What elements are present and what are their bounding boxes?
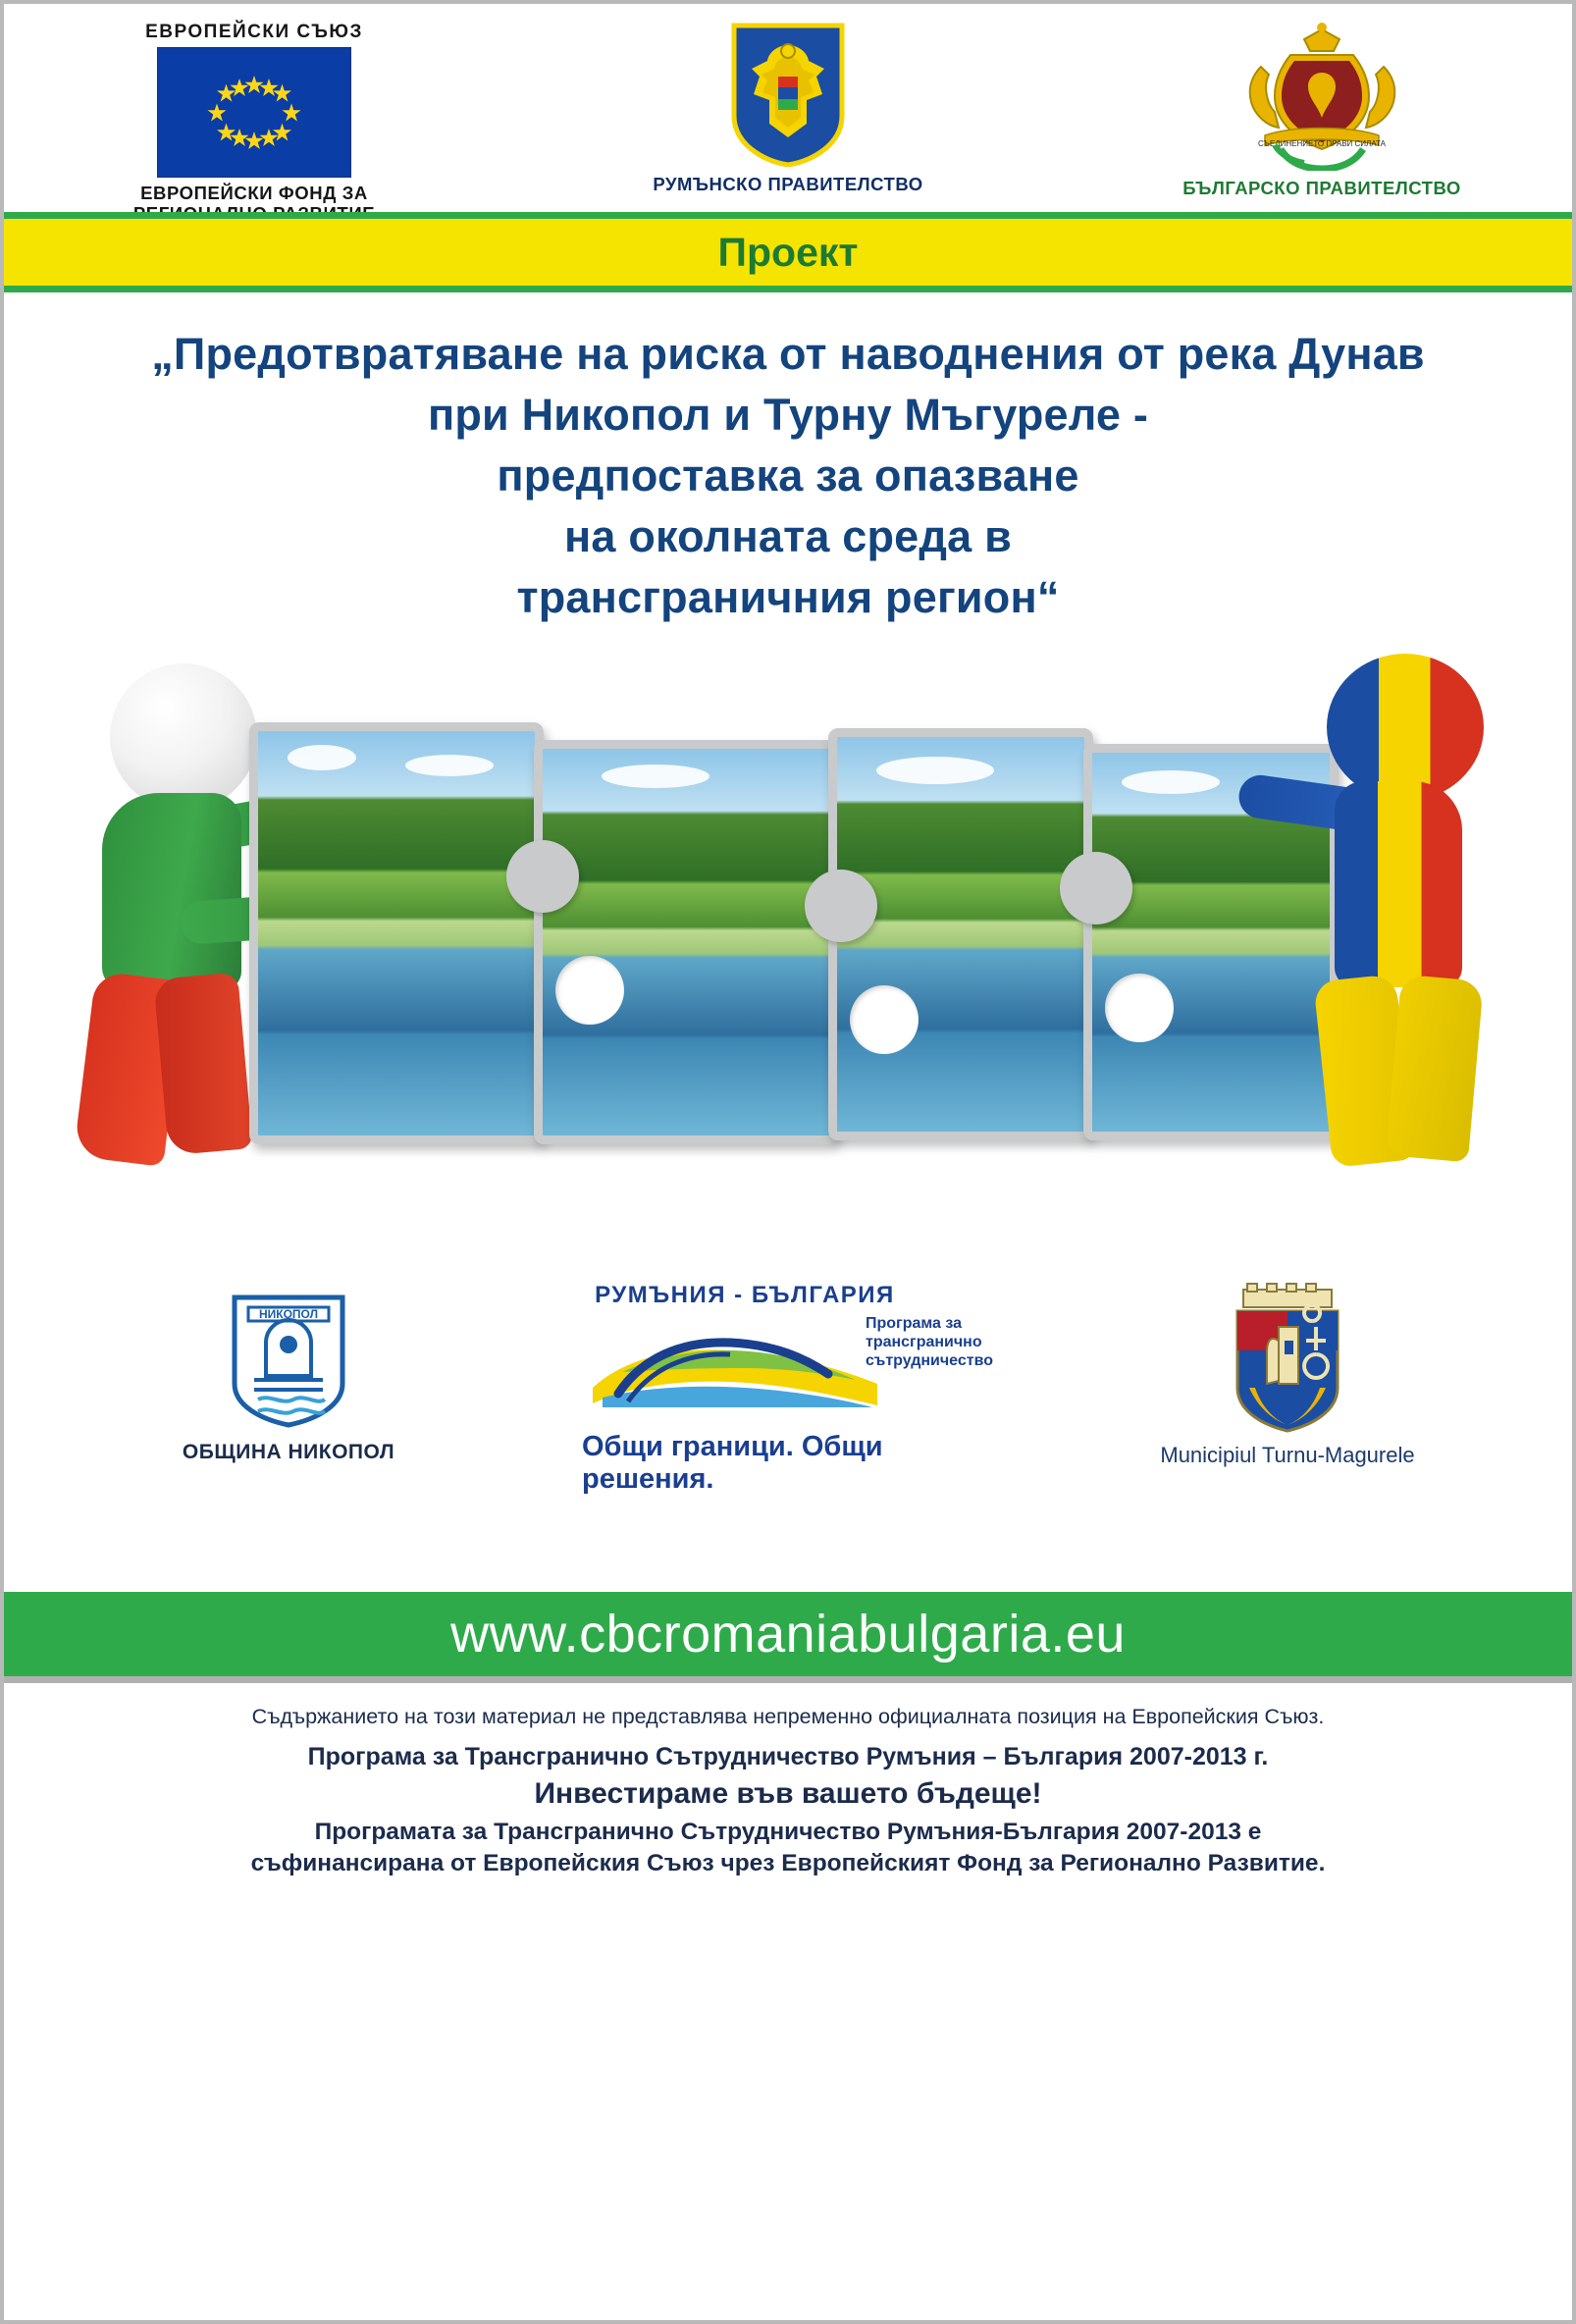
svg-text:НИКОПОЛ: НИКОПОЛ [258,1307,319,1322]
green-man-leg-right [153,973,252,1156]
nikopol-partner-label: ОБЩИНА НИКОПОЛ [182,1441,395,1464]
website-url[interactable]: www.cbcromaniabulgaria.eu [450,1605,1126,1664]
header-logos [4,4,1572,212]
footer-programme-line: Програма за Трансгранично Сътрудничество Румъния – България 2007-2013 г. [307,1743,1269,1771]
footer-funding-line-2: съфинансирана от Европейския Съюз чрез Европейският Фонд за Регионално Развитие. [250,1850,1326,1877]
programme-title: РУМЪНИЯ - БЪЛГАРИЯ [595,1282,895,1309]
landscape-scene-1 [258,731,535,1136]
svg-text:СЪЕДИНЕНИЕТО ПРАВИ СИЛАТА: СЪЕДИНЕНИЕТО ПРАВИ СИЛАТА [1257,139,1386,148]
footer-disclaimer: Съдържанието на този материал не представлява непременно официалната позиция на Европейския Съюз. [251,1705,1325,1729]
landscape-scene-3 [837,737,1084,1132]
bulgaria-government-block [1111,22,1533,199]
green-man-body [102,793,241,989]
title-line-5: трансграничния регион“ [516,572,1060,623]
turnu-magurele-partner-label: Municipiul Turnu-Magurele [1160,1443,1415,1468]
programme-subtitle-line3: сътрудничество [865,1352,993,1370]
puzzle-photo-group [249,722,1339,1164]
nikopol-municipality-crest-icon [215,1282,362,1429]
eu-flag-icon [157,47,351,178]
footer-funding-line-1: Програмата за Трансгранично Сътрудничество Румъния-България 2007-2013 е [314,1819,1262,1846]
eu-fund-label-line1: ЕВРОПЕЙСКИ ФОНД ЗА [140,183,368,203]
puzzle-piece-1 [249,722,544,1144]
puzzle-notch [555,956,624,1025]
flag-man-body [1335,781,1462,987]
flag-man-leg-right [1386,975,1484,1163]
landscape-scene-2 [543,749,829,1136]
programme-emblem-icon [583,1311,907,1419]
puzzle-notch [850,985,919,1054]
project-band-label: Проект [717,229,859,275]
nikopol-partner-block [82,1282,495,1464]
project-title [4,292,1572,634]
footer-text [4,1683,1572,1895]
romania-government-block [577,22,999,195]
footer-slogan: Инвестираме във вашето бъдеще! [534,1777,1042,1811]
eu-top-label: ЕВРОПЕЙСКИ СЪЮЗ [145,22,363,42]
title-line-4: на околната среда в [564,511,1012,562]
green-man-head [110,663,257,811]
romanian-flag-man-figure [1219,654,1513,1203]
website-bar[interactable] [4,1592,1572,1676]
turnu-magurele-partner-block [1081,1282,1494,1468]
bulgaria-coat-of-arms-icon [1232,22,1413,171]
programme-logo-block [582,1282,994,1496]
partner-logos [4,1272,1572,1586]
puzzle-piece-3 [828,728,1093,1140]
puzzle-notch [1105,974,1174,1042]
eu-stars-icon [158,48,350,177]
programme-slogan: Общи граници. Общи решения. [582,1431,883,1496]
puzzle-piece-2 [534,740,838,1144]
romania-government-label: РУМЪНСКО ПРАВИТЕЛСТВО [653,174,923,194]
title-line-3: предпоставка за опазване [497,450,1079,502]
title-line-1: „Предотвратяване на риска от наводнения от река Дунав [151,329,1425,379]
programme-subtitle-line1: Програма за [865,1315,962,1333]
title-line-2: при Никопол и Турну Мъгуреле - [427,390,1149,441]
puzzle-knob [805,870,877,942]
divider-rule [4,1676,1572,1683]
programme-subtitle-line2: трансгранично [865,1334,982,1351]
bulgaria-government-label: БЪЛГАРСКО ПРАВИТЕЛСТВО [1182,178,1461,198]
flag-man-head [1327,654,1484,801]
turnu-magurele-city-crest-icon [1214,1282,1361,1429]
romania-coat-of-arms-icon [730,22,846,167]
puzzle-knob [506,840,579,913]
illustration-area [4,644,1572,1272]
project-band [4,212,1572,292]
eu-logo-block [43,22,465,225]
puzzle-knob [1060,852,1132,924]
